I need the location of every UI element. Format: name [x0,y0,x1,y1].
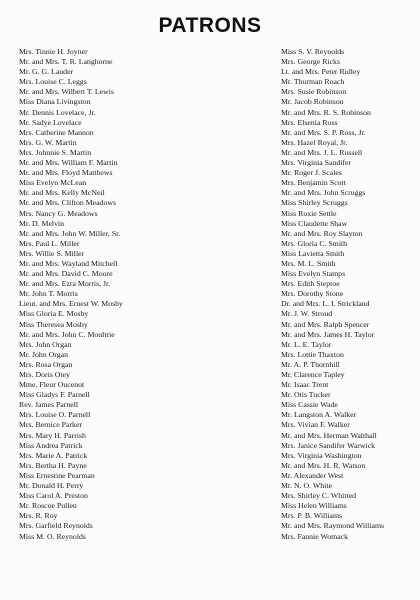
patron-entry: Mrs. G. W. Martin [19,137,77,147]
patron-entry: Mrs. Gloria C. Smith [281,238,348,248]
patron-entry: Miss Helen Williams [281,501,347,511]
patron-entry: Mrs. R. Roy [19,511,58,521]
patron-entry: Mrs. M. L. Smith [281,258,336,268]
patron-entry: Mr. Dennis Lovelace, Jr. [19,107,96,117]
patron-entry: Mrs. Rosa Organ [19,359,73,369]
patron-entry: Miss Evelyn McLean [19,178,87,188]
patron-entry: Mrs. Virginia Washington [281,450,362,460]
patron-entry: Mr. and Mrs. Clifton Meadows [19,198,117,208]
patron-entry: Miss M. O. Reynolds [19,531,86,541]
patron-entry: Mr. Langston A. Walker [281,410,357,420]
patron-entry: Mrs. John Organ [19,339,72,349]
patron-entry: Mr. Alexander West [281,470,344,480]
patrons-list-right [281,47,417,542]
patron-entry: Mr. and Mrs. J. L. Russell [281,147,363,157]
patron-entry: Mr. A. P. Thornhill [281,359,340,369]
patron-entry: Mrs. Dorothy Stone [281,289,344,299]
patron-entry: Mr. Donald H. Perry [19,481,84,491]
patron-entry: Miss Carol A. Preston [19,491,88,501]
patron-entry: Mr. Thurman Roach [281,77,345,87]
patron-entry: Mrs. Marie A. Patrick [19,450,88,460]
patron-entry: Mrs. Hazel Royal, Jr. [281,137,348,147]
patron-entry: Mr. L. E. Taylor [281,339,332,349]
patron-entry: Miss Claudette Shaw [281,218,348,228]
patron-entry: Mrs. Tinnie H. Joyner [19,47,88,56]
patron-entry: Mrs. George Ricks [281,57,340,67]
patron-entry: Mr. G. G. Lauder [19,67,74,77]
patron-entry: Miss Lavietta Smith [281,248,345,258]
patron-entry: Mr. and Mrs. David C. Moore [19,269,113,279]
patron-entry: Miss S. V. Reynolds [281,47,345,56]
patron-entry: Mrs. Louise O. Parnell [19,410,91,420]
patron-entry: Mrs. Johnnie S. Martin [19,147,92,157]
patron-entry: Mr. John Organ [19,349,69,359]
patron-entry: Miss Diana Livingston [19,97,91,107]
patron-entry: Mr. Sadye Lovelace [19,117,82,127]
patron-entry: Mr. Isaac Trent [281,380,329,390]
patron-entry: Mr. and Mrs. Ezra Morris, Jr. [19,279,111,289]
patron-entry: Mrs. Lottie Thaxton [281,349,344,359]
patron-entry: Mr. J. W. Stroud [281,309,333,319]
patron-entry: Mr. Roger J. Scales [281,168,342,178]
patron-entry: Mr. and Mrs. Herman Walthall [281,430,377,440]
patron-entry: Miss Andrea Patrick [19,440,83,450]
patron-entry: Mrs. Susie Robinson [281,87,347,97]
patron-entry: Mr. Roscoe Pullen [19,501,77,511]
patron-entry: Mr. and Mrs. Wayland Mitchell [19,258,118,268]
patrons-list-left [19,47,209,542]
patron-entry: Miss Evelyn Stamps [281,269,346,279]
patron-entry: Mr. and Mrs. Raymond Williams [281,521,385,531]
patron-entry: Mr. and Mrs. R. S. Robinson [281,107,371,117]
patron-entry: Miss Gladys F. Parnell [19,390,90,400]
patron-entry: Mrs. Catherine Mannon [19,127,94,137]
patron-entry: Rev. James Parnell [19,400,79,410]
patron-entry: Mr. and Mrs. Floyd Matthews [19,168,113,178]
patron-entry: Mr. Clarence Tapley [281,370,345,379]
patron-entry: Mr. D. Melvin [19,218,65,228]
patron-entry: Mrs. Louise C. Leggs [19,77,87,87]
patron-entry: Miss Cassie Wade [281,400,338,410]
patron-entry: Mr. and Mrs. Kelly McNeil [19,188,105,198]
patron-entry: Mr. Otis Tucker [281,390,331,400]
patron-entry: Mrs. P. B. Williams [281,511,343,521]
patron-entry: Mrs. Janice Sandifer Warwick [281,440,376,450]
patron-entry: Mr. and Mrs. Roy Slayton [281,228,363,238]
patron-entry: Mr. Jacob Robinson [281,97,344,107]
patron-entry: Mrs. Vivian F. Walker [281,420,350,430]
patron-entry: Mr. and Mrs. John Scruggs [281,188,366,198]
patron-entry: Mrs. Fannie Womack [281,531,349,541]
patron-entry: Mrs. Elsenia Ross [281,117,338,127]
patron-entry: Mr. and Mrs. S. P. Ross, Jr. [281,127,366,137]
patron-entry: Mr. and Mrs. William F. Martin [19,158,118,168]
patron-entry: Mrs. Edith Steptoe [281,279,340,289]
patron-entry: Mr. and Mrs. John W. Miller, Sr. [19,228,121,238]
patron-entry: Miss Theresea Mosby [19,319,88,329]
patron-entry: Lieut. and Mrs. Ernest W. Mosby [19,299,123,309]
patron-entry: Lt. and Mrs. Peter Ridley [281,67,361,77]
patron-entry: Mr. N. O. White [281,481,332,491]
patron-entry: Mr. and Mrs. H. R. Watson [281,460,366,470]
patron-entry: Mrs. Shirley C. Whitted [281,491,357,501]
patron-entry: Mme. Fleur Oucenot [19,380,85,390]
patron-entry: Mrs. Bertha H. Payne [19,460,87,470]
patron-entry: Miss Shirley Scruggs [281,198,348,208]
patron-entry: Miss Ernestine Pearman [19,470,95,480]
patron-entry: Mrs. Willie S. Miller [19,248,85,258]
patron-entry: Miss Gloria E. Mosby [19,309,89,319]
patron-entry: Mr. and Mrs. John C. Moultrie [19,329,115,339]
patron-entry: Mrs. Doris Otey [19,370,70,379]
patron-entry: Dr. and Mrs. L. I. Strickland [281,299,370,309]
patron-entry: Mr. and Mrs. T. R. Langhorne [19,57,113,67]
patron-entry: Mrs. Bernice Parker [19,420,83,430]
patron-entry: Mrs. Nancy G. Meadows [19,208,98,218]
patron-entry: Mrs. Mary H. Parrish [19,430,86,440]
patron-entry: Mr. and Mrs. Wilbert T. Lewis [19,87,114,97]
page-title: PATRONS [158,14,262,37]
patron-entry: Mrs. Paul L. Miller [19,238,80,248]
patron-entry: Mr. and Mrs. Ralph Spencer [281,319,370,329]
patron-entry: Mrs. Virginia Sandifer [281,158,352,168]
patron-entry: Miss Roxie Settle [281,208,337,218]
patron-entry: Mrs. Garfield Reynolds [19,521,93,531]
patron-entry: Mr. John T. Morris [19,289,78,299]
patron-entry: Mr. and Mrs. James H. Taylor [281,329,375,339]
patron-entry: Mrs. Benjamin Scott [281,178,346,188]
